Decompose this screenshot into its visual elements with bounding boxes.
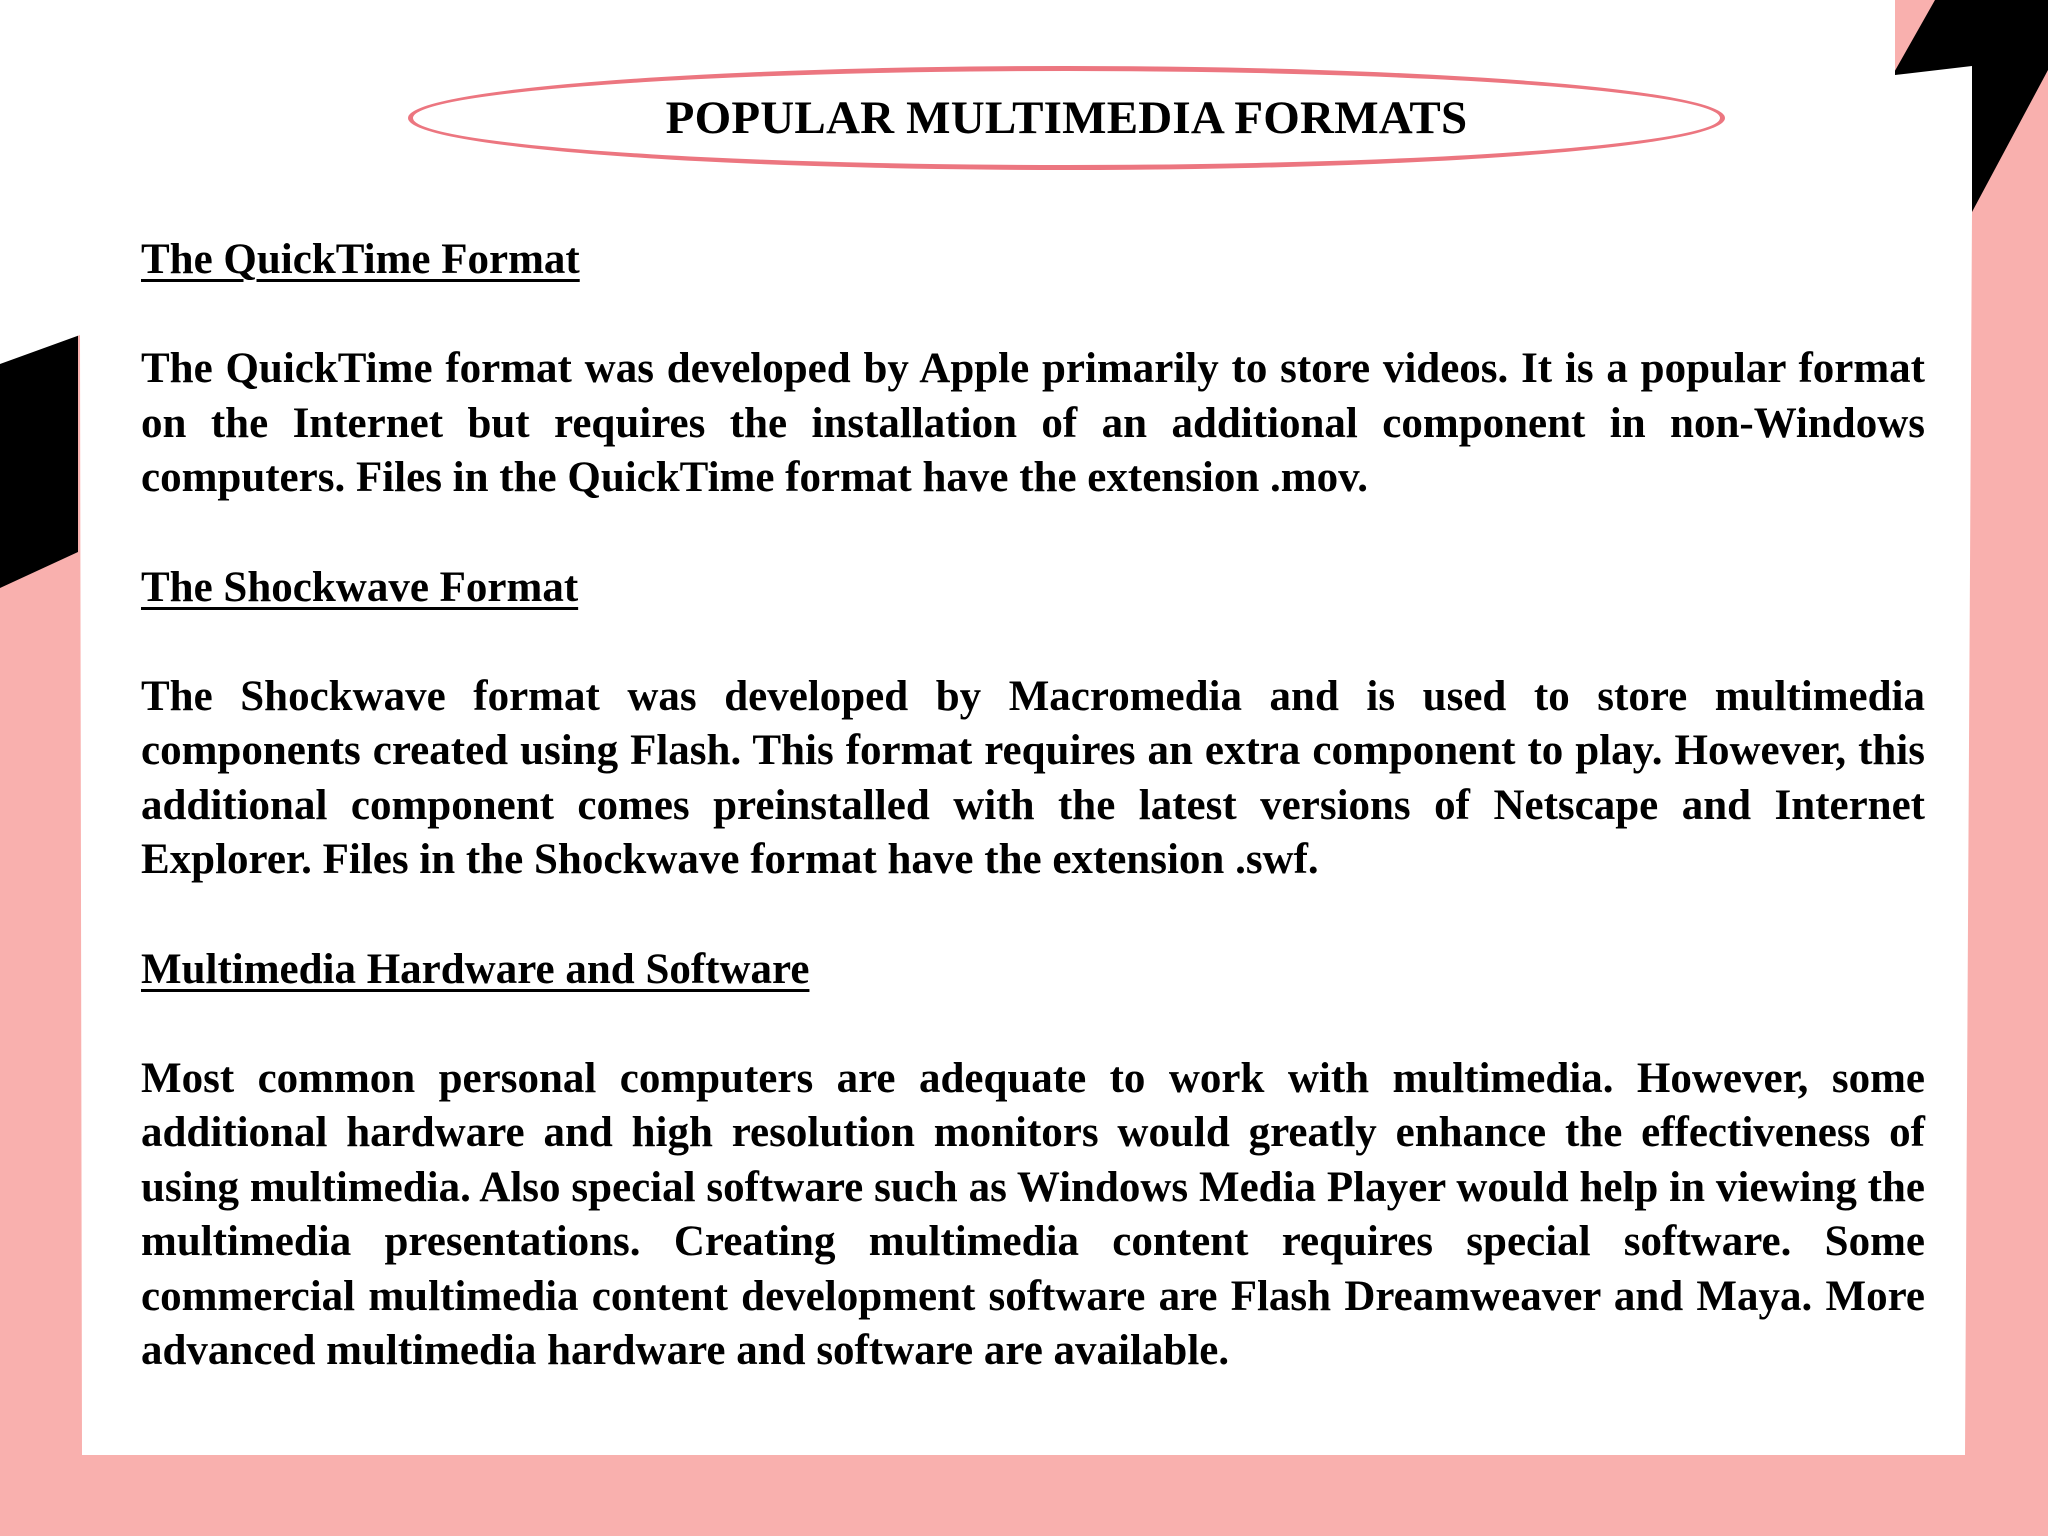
section-quicktime	[141, 233, 1925, 506]
section-heading: The Shockwave Format	[141, 563, 579, 611]
section-heading: The QuickTime Format	[141, 236, 580, 283]
page-title: POPULAR MULTIMEDIA FORMATS	[665, 91, 1468, 144]
left-black-accent	[0, 330, 78, 588]
section-shockwave	[141, 561, 1925, 888]
section-hardware-software	[141, 943, 1925, 1379]
content-area	[141, 233, 1925, 1434]
title-ellipse	[408, 66, 1725, 170]
section-heading: Multimedia Hardware and Software	[141, 945, 810, 993]
section-body: The Shockwave format was developed by Macromedia and is used to store multimedia components created using Flash. This format requires an extra component to play. However, this additional component comes preinstalled with the latest versions of Netscape and Internet Explorer. Files in the Shockwave format have the extension .swf.	[141, 672, 1925, 883]
section-body: Most common personal computers are adequate to work with multimedia. However, some additional hardware and high resolution monitors would greatly enhance the effectiveness of using multimedia. Also special software such as Windows Media Player would help in viewing the multimedia presentations. Creating multimedia content requires special software. Some commercial multimedia content development software are Flash Dreamweaver and Maya. More advanced multimedia hardware and software are available.	[141, 1054, 1925, 1374]
section-body: The QuickTime format was developed by Apple primarily to store videos. It is a popular format on the Internet but requires the installation of an additional component in non-Windows computers. Files in the QuickTime format have the extension .mov.	[141, 345, 1925, 501]
